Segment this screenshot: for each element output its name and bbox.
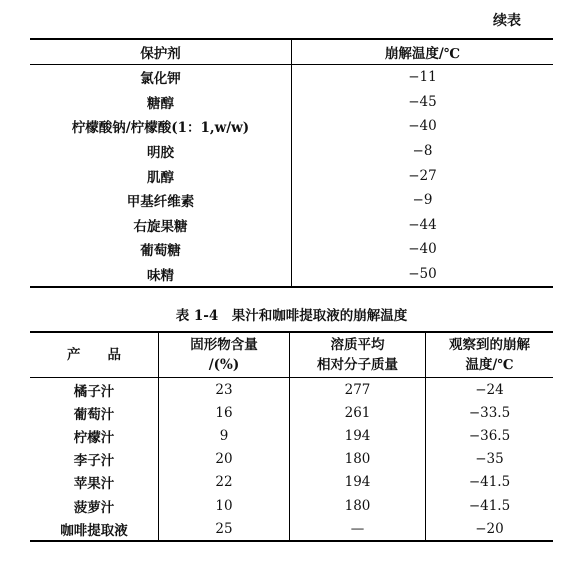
protectant-cell: 右旋果糖 [30,213,292,238]
observed-temp-cell: −20 [426,517,554,541]
table-row [30,237,553,262]
molecular-weight-cell: 261 [290,401,426,424]
table2-header-row [30,332,553,378]
header-solids-line1: 固形物含量 [190,337,258,353]
header-temp-line2: 温度/℃ [465,357,514,373]
table-row [30,213,553,238]
table-row [30,494,553,517]
protectant-cell: 肌醇 [30,163,292,188]
solids-cell: 9 [159,424,290,447]
observed-temp-cell: −41.5 [468,474,511,491]
table-row [30,262,553,288]
table1-header-row [30,39,553,65]
molecular-weight-cell: 194 [290,424,426,447]
collapse-temp-cell: −8 [412,143,433,160]
table-row [30,90,553,115]
header-solids [159,332,290,378]
collapse-temp-cell: −44 [408,216,437,233]
header-product-label: 产 品 [67,347,121,363]
product-cell: 菠萝汁 [30,494,159,517]
header-observed-temp [426,332,554,378]
collapse-temp-cell: −11 [408,69,437,86]
header-solids-line2: /(%) [208,357,240,373]
observed-temp-cell: −36.5 [468,427,511,444]
product-cell: 柠檬汁 [30,424,159,447]
table-row [30,424,553,447]
collapse-temp-cell: −40 [408,241,437,258]
observed-temp-cell: −33.5 [468,404,511,421]
protectant-cell: 明胶 [30,139,292,164]
header-product [30,332,159,378]
table-row [30,471,553,494]
table-row [30,65,553,90]
collapse-temp-cell: −40 [408,118,437,135]
observed-temp-cell: −24 [475,381,504,398]
product-cell: 橘子汁 [30,378,159,402]
header-mw-line1: 溶质平均 [330,337,385,353]
solids-cell: 22 [159,471,290,494]
molecular-weight-cell: — [290,517,426,541]
protectant-cell: 葡萄糖 [30,237,292,262]
protectant-cell: 柠檬酸钠/柠檬酸(1：1,w/w) [30,114,292,139]
molecular-weight-cell: 194 [290,471,426,494]
continued-label: 续表 [493,13,521,29]
protectant-cell: 甲基纤维素 [30,188,292,213]
protectant-cell: 氯化钾 [30,65,292,90]
table-row [30,139,553,164]
collapse-temp-cell: −9 [412,192,433,209]
table-row [30,517,553,541]
header-collapse-temp: 崩解温度/℃ [292,39,554,65]
protectant-cell: 糖醇 [30,90,292,115]
table-row [30,188,553,213]
product-cell: 葡萄汁 [30,401,159,424]
protectant-cell: 味精 [30,262,292,288]
solids-cell: 25 [159,517,290,541]
table-row [30,378,553,402]
product-cell: 李子汁 [30,448,159,471]
header-mw-line2: 相对分子质量 [317,357,398,373]
solids-cell: 10 [159,494,290,517]
header-protectant: 保护剂 [30,39,292,65]
collapse-temp-cell: −27 [408,167,437,184]
observed-temp-cell: −35 [475,451,504,468]
product-cell: 咖啡提取液 [30,517,159,541]
solids-cell: 20 [159,448,290,471]
molecular-weight-cell: 180 [290,448,426,471]
table-row [30,163,553,188]
product-cell: 苹果汁 [30,471,159,494]
juice-collapse-table [30,331,553,542]
protectant-collapse-table [30,38,553,288]
molecular-weight-cell: 180 [290,494,426,517]
solids-cell: 16 [159,401,290,424]
table-row [30,448,553,471]
collapse-temp-cell: −50 [292,262,554,288]
collapse-temp-cell: −45 [408,93,437,110]
header-molecular-weight [290,332,426,378]
observed-temp-cell: −41.5 [468,497,511,514]
table-row [30,114,553,139]
molecular-weight-cell: 277 [290,378,426,402]
solids-cell: 23 [159,378,290,402]
header-temp-line1: 观察到的崩解 [449,337,530,353]
table-row [30,401,553,424]
table-caption: 表 1-4 果汁和咖啡提取液的崩解温度 [175,308,408,324]
